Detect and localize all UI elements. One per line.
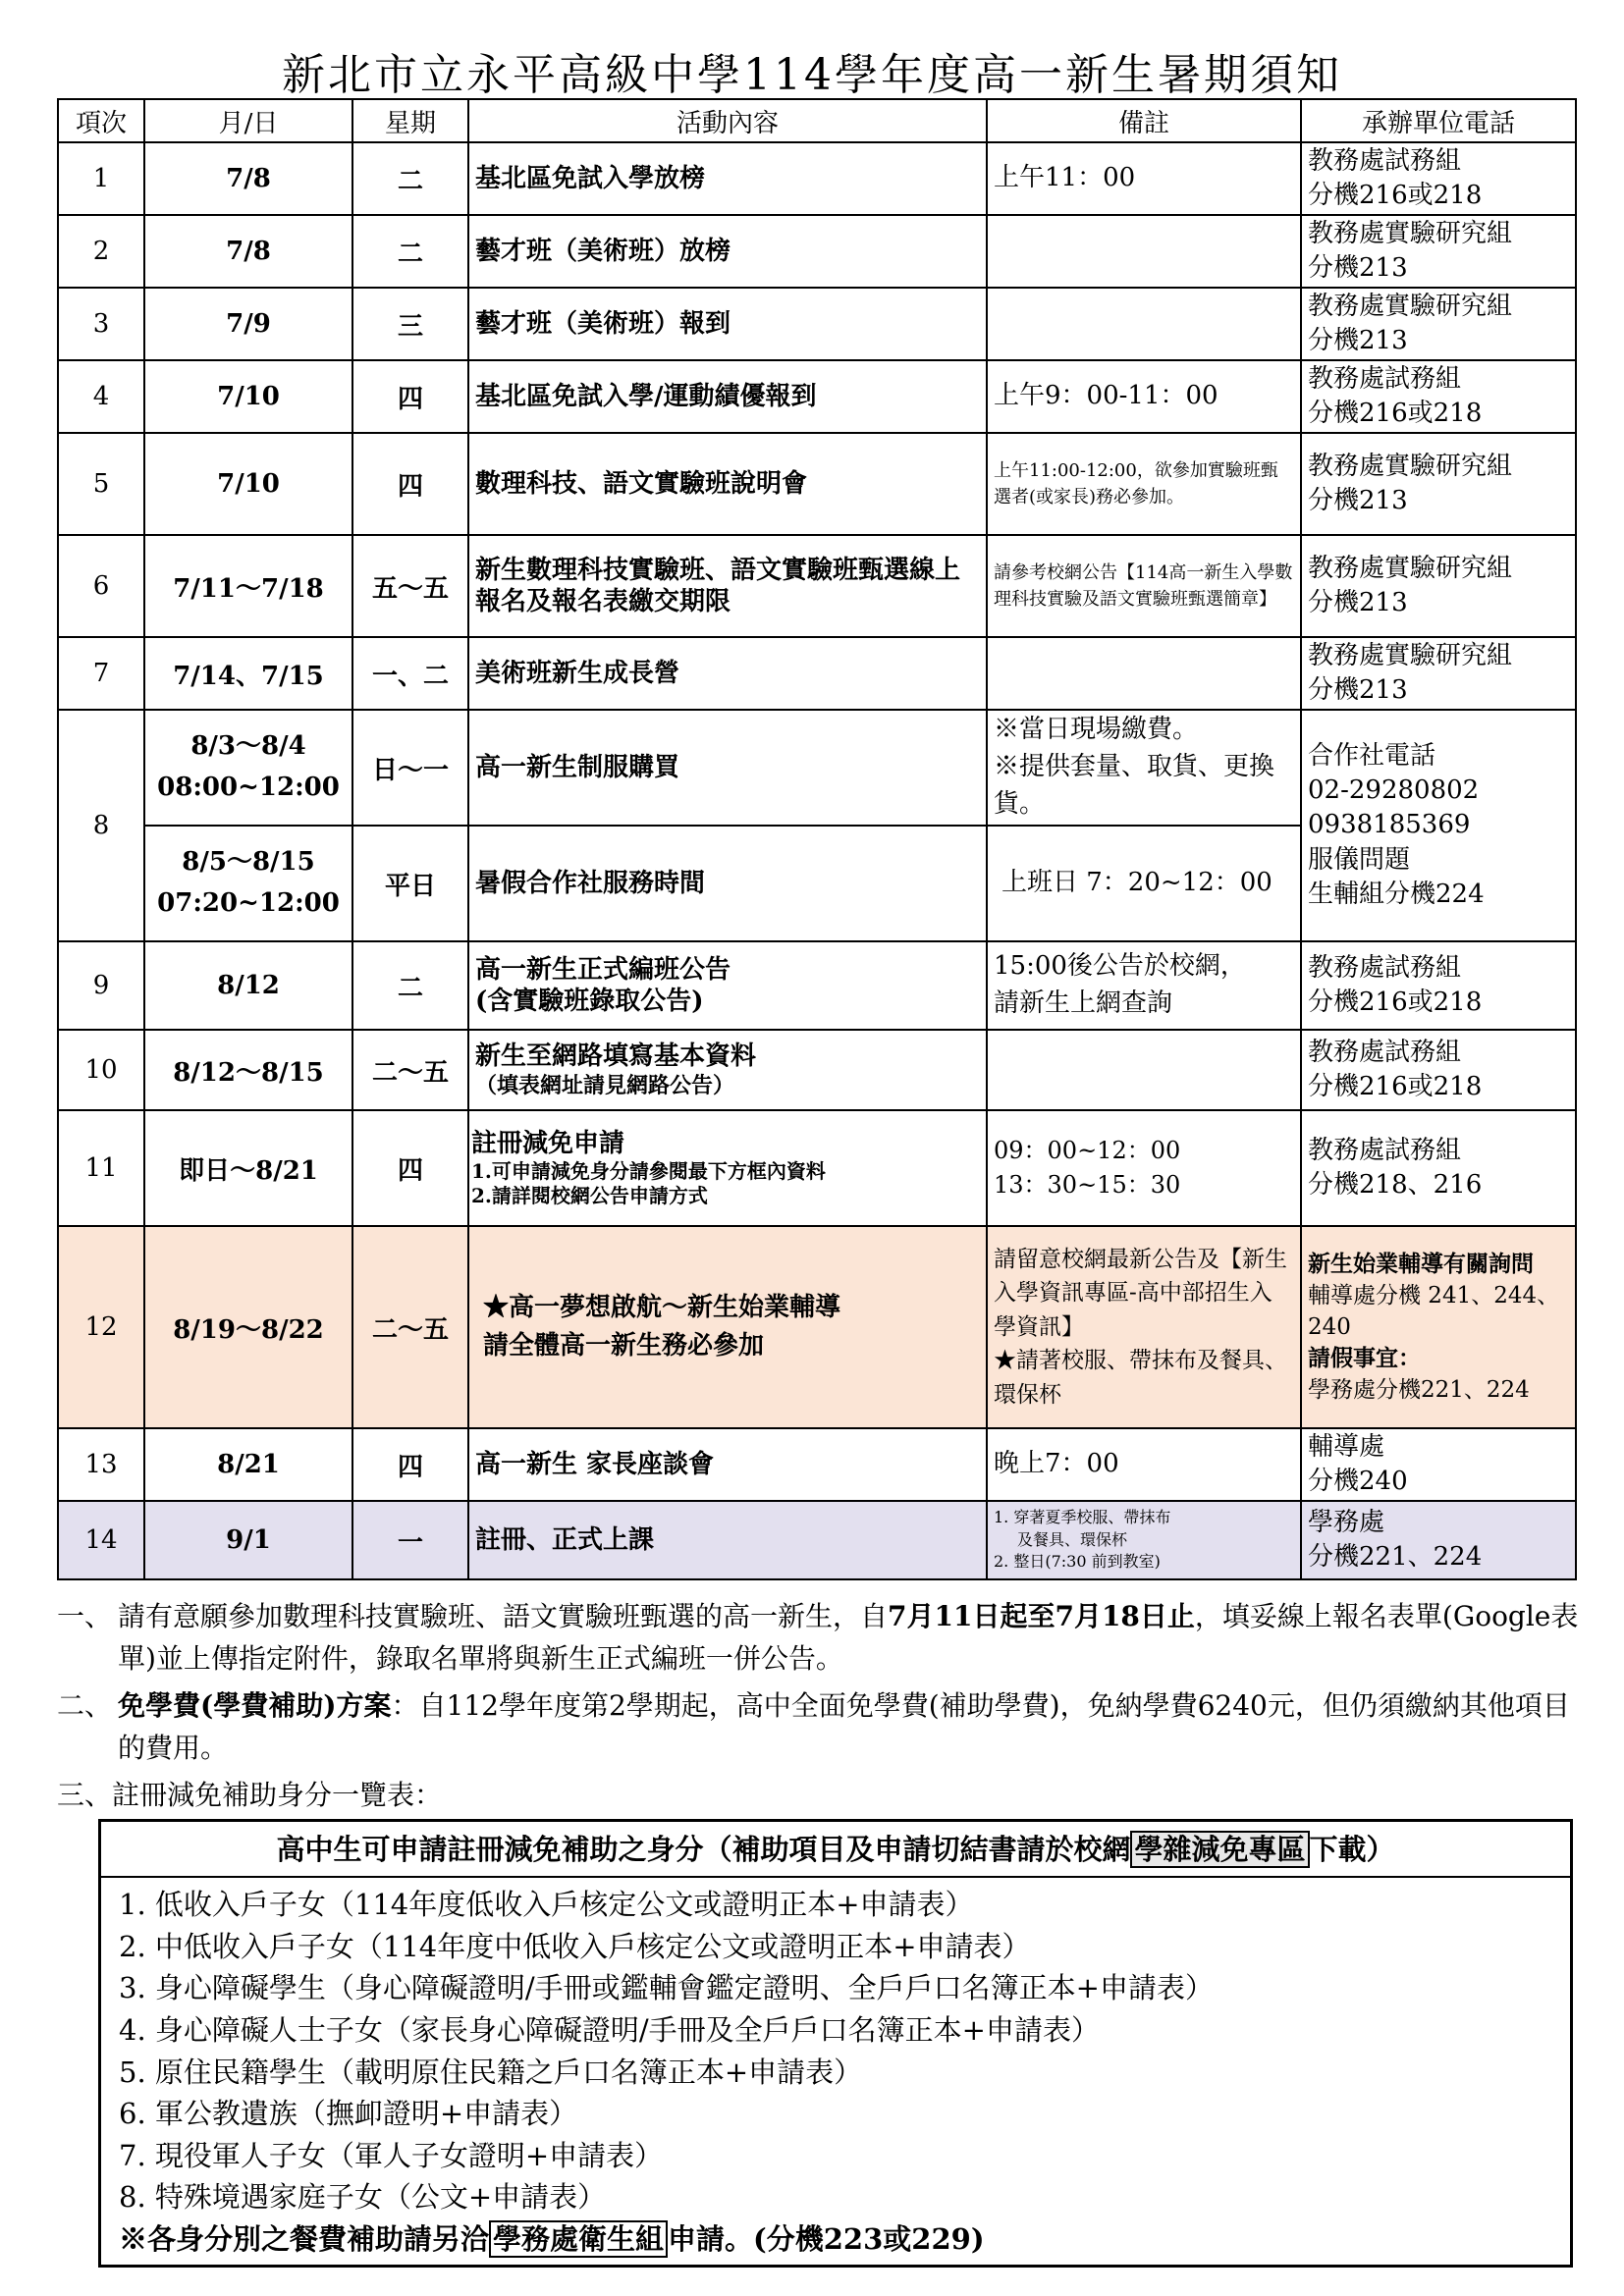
- row-date: 7/8: [144, 142, 352, 215]
- table-row: [58, 1110, 1576, 1226]
- row-day: 二: [352, 215, 468, 288]
- row-activity: 新生數理科技實驗班、語文實驗班甄選線上報名及報名表繳交期限: [468, 535, 987, 637]
- row-day: 三: [352, 288, 468, 360]
- list-item: 6. 軍公教遺族（撫卹證明+申請表）: [119, 2097, 578, 2131]
- note-date-range: 7月11日起至7月18日止: [888, 1600, 1195, 1632]
- row-note: [987, 637, 1301, 710]
- row-date: 8/19～8/22: [144, 1226, 352, 1428]
- row-day: 四: [352, 433, 468, 535]
- row-activity: 藝才班（美術班）報到: [468, 288, 987, 360]
- row-no: 8: [58, 710, 144, 941]
- note-line: ※提供套量、取貨、更換貨。: [994, 752, 1275, 819]
- list-item: 5. 原住民籍學生（載明原住民籍之戶口名簿正本+申請表）: [119, 2055, 863, 2089]
- row-no: 5: [58, 433, 144, 535]
- row-unit: [1301, 288, 1576, 360]
- table-row: [58, 433, 1576, 535]
- row-no: 7: [58, 637, 144, 710]
- row-activity: 基北區免試入學/運動績優報到: [468, 360, 987, 433]
- unit-line: 新生始業輔導有關詢問: [1308, 1250, 1534, 1277]
- row-no: 14: [58, 1501, 144, 1579]
- unit-line: 輔導處分機 241、244、240: [1308, 1282, 1560, 1340]
- unit-line: 教務處試務組: [1308, 1135, 1462, 1165]
- schedule-table: [57, 98, 1577, 1580]
- unit-line: 學務處分機221、224: [1308, 1377, 1530, 1404]
- list-item: 4. 身心障礙人士子女（家長身心障礙證明/手冊及全戶戶口名簿正本+申請表）: [119, 2012, 1100, 2047]
- row-date: 8/12～8/15: [144, 1030, 352, 1110]
- row-date: 7/10: [144, 360, 352, 433]
- row-note: 上午11:00-12:00，欲參加實驗班甄選者(或家長)務必參加。: [987, 433, 1301, 535]
- header-text: 高中生可申請註冊減免補助之身分（補助項目及申請切結書請於校網: [276, 1833, 1131, 1866]
- row-date: 8/12: [144, 941, 352, 1030]
- unit-line: 教務處試務組: [1308, 952, 1462, 983]
- header-text: 下載）: [1309, 1833, 1395, 1866]
- table-row: [58, 1226, 1576, 1428]
- table-row: [58, 215, 1576, 288]
- row-unit: [1301, 1501, 1576, 1579]
- unit-line: 分機218、216: [1308, 1170, 1483, 1200]
- table-row: [58, 360, 1576, 433]
- note-text-part: ，填妥線上報名表單(Google表單)並上傳指定附件，錄取名單將與新生正式編班一併公告。: [118, 1600, 1579, 1676]
- header-no: 項次: [58, 99, 144, 142]
- unit-line: 學務處: [1308, 1507, 1385, 1537]
- unit-line: 分機240: [1308, 1467, 1408, 1496]
- note-text-part: 請有意願參加數理科技實驗班、語文實驗班甄選的高一新生，自: [118, 1600, 889, 1632]
- table-row: [58, 142, 1576, 215]
- unit-line: 分機213: [1308, 253, 1408, 283]
- row-note: 上午11：00: [987, 142, 1301, 215]
- row-date: 7/11～7/18: [144, 535, 352, 637]
- unit-line: 教務處實驗研究組: [1308, 553, 1513, 583]
- unit-line: 分機213: [1308, 326, 1408, 355]
- note-text: [118, 1595, 1589, 1681]
- row-date: 7/8: [144, 215, 352, 288]
- row-date: 9/1: [144, 1501, 352, 1579]
- row-date: [144, 710, 352, 826]
- activity-line: 新生至網路填寫基本資料: [475, 1041, 757, 1071]
- date-line: 8/5～8/15: [182, 847, 315, 878]
- unit-line: 02-29280802: [1308, 775, 1480, 806]
- note-line: 請留意校網最新公告及【新生入學資訊專區-高中部招生入學資訊】: [994, 1246, 1287, 1340]
- note-text: [118, 1684, 1589, 1770]
- row-date: 8/21: [144, 1428, 352, 1501]
- row-no: 2: [58, 215, 144, 288]
- unit-line: 分機213: [1308, 675, 1408, 705]
- row-no: 9: [58, 941, 144, 1030]
- note-line: 請新生上網查詢: [994, 988, 1173, 1018]
- table-row: [58, 1030, 1576, 1110]
- date-line: 07:20~12:00: [157, 888, 340, 918]
- row-day: 四: [352, 360, 468, 433]
- download-area-link: 學雜減免專區: [1130, 1831, 1309, 1868]
- note-text-part: ：自112學年度第2學期起，高中全面免學費(補助學費)，免納學費6240元，但仍須繳納其他項目的費用。: [118, 1688, 1570, 1765]
- row-day: 二～五: [352, 1030, 468, 1110]
- row-no: 11: [58, 1110, 144, 1226]
- row-day: 四: [352, 1110, 468, 1226]
- unit-line: 教務處試務組: [1308, 363, 1462, 394]
- note-item-2: [57, 1684, 1589, 1770]
- activity-sub-line: （填表網址請見網路公告）: [475, 1072, 735, 1098]
- row-note: [987, 1226, 1301, 1428]
- table-header-row: [58, 99, 1576, 142]
- row-activity: [468, 1226, 987, 1428]
- row-activity: 數理科技、語文實驗班說明會: [468, 433, 987, 535]
- table-row: [58, 1501, 1576, 1579]
- table-row: [58, 710, 1576, 826]
- row-day: 一: [352, 1501, 468, 1579]
- header-unit: 承辦單位電話: [1301, 99, 1576, 142]
- notes-section: [57, 1595, 1589, 1816]
- row-activity: 註冊、正式上課: [468, 1501, 987, 1579]
- row-date: [144, 826, 352, 941]
- unit-line: 分機216或218: [1308, 399, 1483, 428]
- unit-line: 分機216或218: [1308, 1072, 1483, 1101]
- unit-line: 教務處試務組: [1308, 1037, 1462, 1067]
- row-unit: [1301, 535, 1576, 637]
- row-day: 四: [352, 1428, 468, 1501]
- table-row: [58, 1428, 1576, 1501]
- row-day: 二～五: [352, 1226, 468, 1428]
- row-no: 4: [58, 360, 144, 433]
- unit-line: 0938185369: [1308, 810, 1471, 840]
- row-note: [987, 1501, 1301, 1579]
- activity-line: (含實驗班錄取公告): [475, 987, 704, 1016]
- unit-line: 教務處實驗研究組: [1308, 218, 1513, 248]
- activity-line: ★高一夢想啟航～新生始業輔導: [483, 1293, 841, 1322]
- subsidy-footer: [119, 2218, 1570, 2261]
- row-activity: 藝才班（美術班）放榜: [468, 215, 987, 288]
- list-item: 1. 低收入戶子女（114年度低收入戶核定公文或證明正本+申請表）: [119, 1888, 974, 1921]
- note-line: 15:00後公告於校網，: [994, 951, 1246, 982]
- row-day: 一、二: [352, 637, 468, 710]
- unit-line: 分機221、224: [1308, 1542, 1483, 1572]
- row-no: 1: [58, 142, 144, 215]
- row-note: [987, 288, 1301, 360]
- row-activity: 高一新生制服購買: [468, 710, 987, 826]
- unit-line: 教務處實驗研究組: [1308, 291, 1513, 321]
- row-unit: [1301, 1226, 1576, 1428]
- activity-sub-line: 2.請詳閱校網公告申請方式: [471, 1184, 708, 1208]
- row-unit: [1301, 1428, 1576, 1501]
- note-heading: 免學費(學費補助)方案: [118, 1688, 392, 1722]
- note-line: 1. 穿著夏季校服、帶抹布: [994, 1508, 1171, 1527]
- unit-line: 請假事宜：: [1308, 1345, 1421, 1372]
- unit-line: 分機213: [1308, 588, 1408, 617]
- row-note: 上班日 7：20~12：00: [987, 826, 1301, 941]
- row-note: [987, 710, 1301, 826]
- subsidy-box: [98, 1819, 1573, 2268]
- list-item: 7. 現役軍人子女（軍人子女證明+申請表）: [119, 2138, 664, 2172]
- row-unit: [1301, 360, 1576, 433]
- row-unit: [1301, 142, 1576, 215]
- header-activity: 活動內容: [468, 99, 987, 142]
- note-line: ★請著校服、帶抹布及餐具、環保杯: [994, 1348, 1287, 1408]
- row-activity: [468, 1110, 987, 1226]
- unit-line: 教務處實驗研究組: [1308, 451, 1513, 481]
- row-note: 請參考校網公告【114高一新生入學數理科技實驗及語文實驗班甄選簡章】: [987, 535, 1301, 637]
- header-day: 星期: [352, 99, 468, 142]
- unit-line: 輔導處: [1308, 1431, 1385, 1462]
- row-day: 五～五: [352, 535, 468, 637]
- row-activity: 美術班新生成長營: [468, 637, 987, 710]
- row-day: 日～一: [352, 710, 468, 826]
- row-note: 晚上7：00: [987, 1428, 1301, 1501]
- unit-line: 教務處試務組: [1308, 145, 1462, 176]
- note-line: 2. 整日(7:30 前到教室): [994, 1552, 1161, 1572]
- unit-line: 教務處實驗研究組: [1308, 640, 1513, 670]
- list-item: 3. 身心障礙學生（身心障礙證明/手冊或鑑輔會鑑定證明、全戶戶口名簿正本+申請表）: [119, 1971, 1214, 2005]
- unit-line: 服儀問題: [1308, 844, 1411, 875]
- row-date: 7/10: [144, 433, 352, 535]
- unit-line: 分機216或218: [1308, 988, 1483, 1017]
- note-line: ※當日現場繳費。: [994, 715, 1199, 745]
- health-section-label: 學務處衛生組: [489, 2220, 668, 2258]
- date-line: 08:00~12:00: [157, 773, 340, 802]
- note-item-1: [57, 1595, 1589, 1681]
- row-no: 3: [58, 288, 144, 360]
- table-row: [58, 535, 1576, 637]
- unit-line: 分機216或218: [1308, 181, 1483, 210]
- row-activity: [468, 1030, 987, 1110]
- row-date: 即日～8/21: [144, 1110, 352, 1226]
- note-line: 及餐具、環保杯: [1017, 1529, 1128, 1549]
- row-no: 6: [58, 535, 144, 637]
- list-item: 2. 中低收入戶子女（114年度中低收入戶核定公文或證明正本+申請表）: [119, 1929, 1031, 1963]
- row-activity: 暑假合作社服務時間: [468, 826, 987, 941]
- activity-line: 高一新生正式編班公告: [475, 954, 731, 985]
- row-note: [987, 215, 1301, 288]
- header-note: 備註: [987, 99, 1301, 142]
- row-day: 二: [352, 142, 468, 215]
- note-label: 一、: [57, 1600, 113, 1632]
- row-note: [987, 1030, 1301, 1110]
- row-unit: [1301, 637, 1576, 710]
- date-line: 8/3～8/4: [190, 731, 306, 762]
- row-date: 7/14、7/15: [144, 637, 352, 710]
- table-row: [58, 941, 1576, 1030]
- row-unit: [1301, 941, 1576, 1030]
- row-unit: [1301, 1110, 1576, 1226]
- unit-line: 生輔組分機224: [1308, 879, 1485, 909]
- unit-line: 合作社電話: [1308, 741, 1436, 772]
- note-line: 13：30~15：30: [994, 1171, 1181, 1199]
- footer-text: 申請。(分機223或229): [668, 2222, 985, 2256]
- row-activity: 基北區免試入學放榜: [468, 142, 987, 215]
- row-activity: 高一新生 家長座談會: [468, 1428, 987, 1501]
- row-day: 二: [352, 941, 468, 1030]
- note-item-3: [57, 1774, 1589, 1816]
- table-row: [58, 288, 1576, 360]
- page-title: 新北市立永平高級中學114學年度高一新生暑期須知: [282, 50, 1342, 100]
- row-unit: [1301, 1030, 1576, 1110]
- row-unit: [1301, 433, 1576, 535]
- activity-sub-line: 1.可申請減免身分請參閱最下方框內資料: [471, 1159, 826, 1184]
- row-date: 7/9: [144, 288, 352, 360]
- row-unit: [1301, 710, 1576, 941]
- row-note: 上午9：00-11：00: [987, 360, 1301, 433]
- subsidy-list: [101, 1878, 1570, 2265]
- row-no: 10: [58, 1030, 144, 1110]
- footer-text: ※各身分別之餐費補助請另洽: [119, 2222, 490, 2256]
- header-date: 月/日: [144, 99, 352, 142]
- table-row: [58, 637, 1576, 710]
- row-note: [987, 1110, 1301, 1226]
- row-unit: [1301, 215, 1576, 288]
- note-label: 二、: [57, 1688, 113, 1722]
- activity-line: 請全體高一新生務必參加: [483, 1331, 765, 1361]
- row-no: 13: [58, 1428, 144, 1501]
- activity-line: 註冊減免申請: [471, 1128, 625, 1158]
- row-note: [987, 941, 1301, 1030]
- list-item: 8. 特殊境遇家庭子女（公文+申請表）: [119, 2180, 607, 2215]
- row-day: 平日: [352, 826, 468, 941]
- note-text: 三、註冊減免補助身分一覽表：: [57, 1778, 443, 1811]
- row-activity: [468, 941, 987, 1030]
- row-no: 12: [58, 1226, 144, 1428]
- subsidy-box-header: [101, 1822, 1570, 1878]
- note-line: 09：00~12：00: [994, 1137, 1181, 1165]
- unit-line: 分機213: [1308, 486, 1408, 515]
